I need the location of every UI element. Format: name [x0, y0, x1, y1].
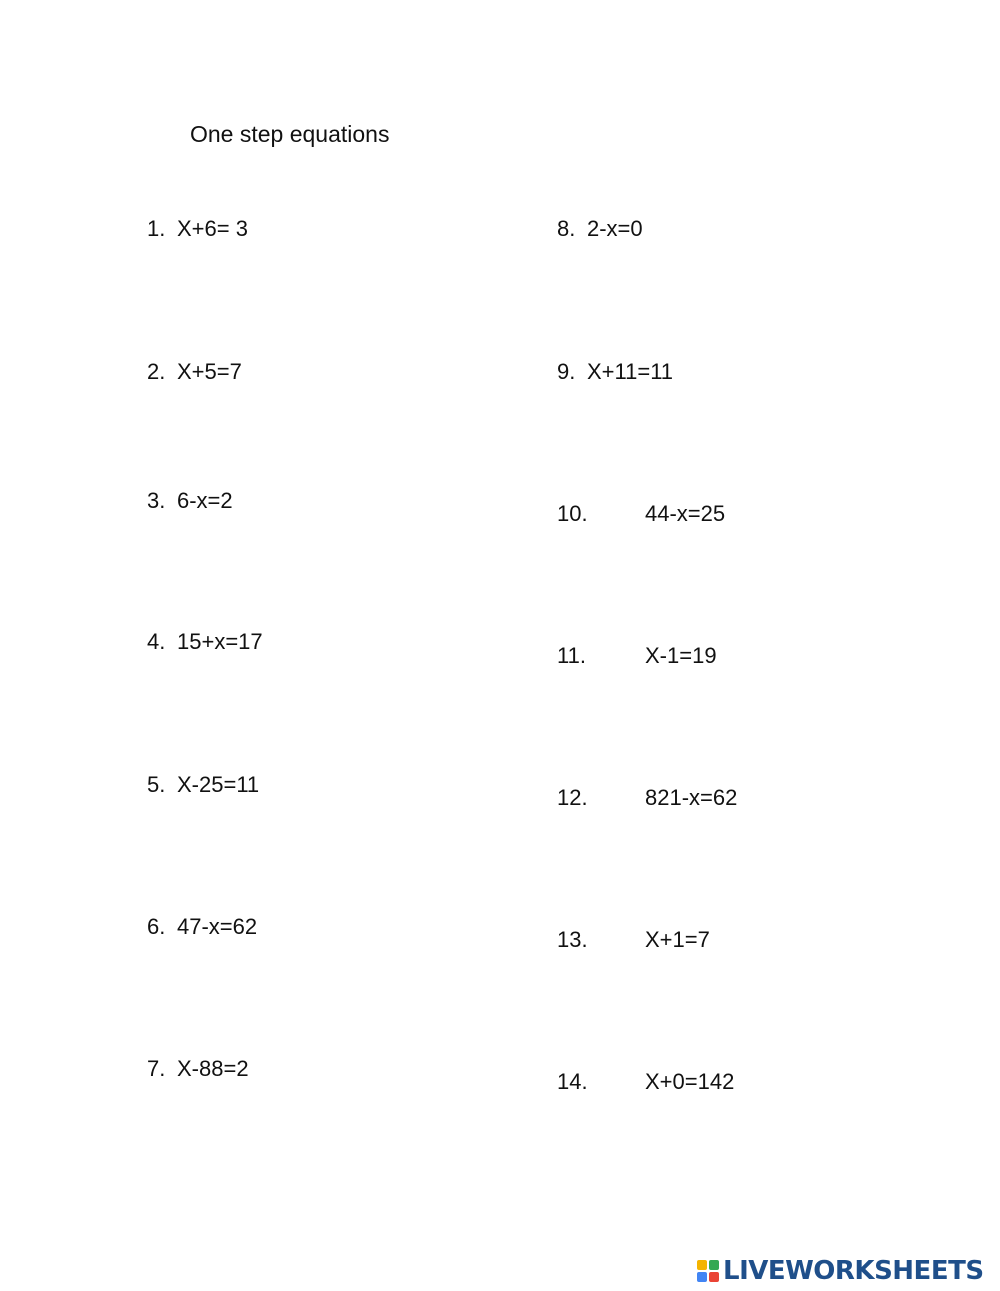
problem-number: 11. — [557, 643, 586, 668]
problem-number: 13. — [557, 927, 588, 952]
problem-equation: 44-x=25 — [645, 501, 726, 526]
problem-equation: X+6= 3 — [177, 216, 248, 241]
problem-number: 2. — [147, 359, 166, 384]
problem-equation: X-25=11 — [177, 772, 260, 797]
problem-number: 12. — [557, 785, 588, 810]
problem-equation: 2-x=0 — [587, 216, 643, 241]
problem-equation: X-1=19 — [645, 643, 717, 668]
worksheet-title: One step equations — [190, 121, 390, 147]
problem-number: 10. — [557, 501, 588, 526]
problem-number: 14. — [557, 1069, 588, 1094]
problem-number: 4. — [147, 629, 166, 654]
problem-equation: X+5=7 — [177, 359, 242, 384]
liveworksheets-logo — [697, 1256, 984, 1286]
problem-equation: 47-x=62 — [177, 914, 258, 939]
problem-number: 5. — [147, 772, 166, 797]
problem-number: 6. — [147, 914, 166, 939]
problem-number: 9. — [557, 359, 576, 384]
logo-block-icon — [697, 1272, 707, 1282]
logo-text: LIVEWORKSHEETS — [723, 1256, 984, 1286]
problem-number: 7. — [147, 1056, 166, 1081]
logo-block-icon — [709, 1260, 719, 1270]
problem-equation: X-88=2 — [177, 1056, 249, 1081]
problem-equation: X+1=7 — [645, 927, 710, 952]
problem-equation: X+0=142 — [645, 1069, 735, 1094]
problem-number: 3. — [147, 488, 166, 513]
problem-number: 1. — [147, 216, 166, 241]
logo-blocks-icon — [697, 1260, 719, 1282]
problem-number: 8. — [557, 216, 576, 241]
logo-block-icon — [697, 1260, 707, 1270]
problem-equation: 6-x=2 — [177, 488, 233, 513]
logo-block-icon — [709, 1272, 719, 1282]
problem-equation: 821-x=62 — [645, 785, 738, 810]
problem-equation: 15+x=17 — [177, 629, 263, 654]
problem-equation: X+11=11 — [587, 359, 674, 384]
